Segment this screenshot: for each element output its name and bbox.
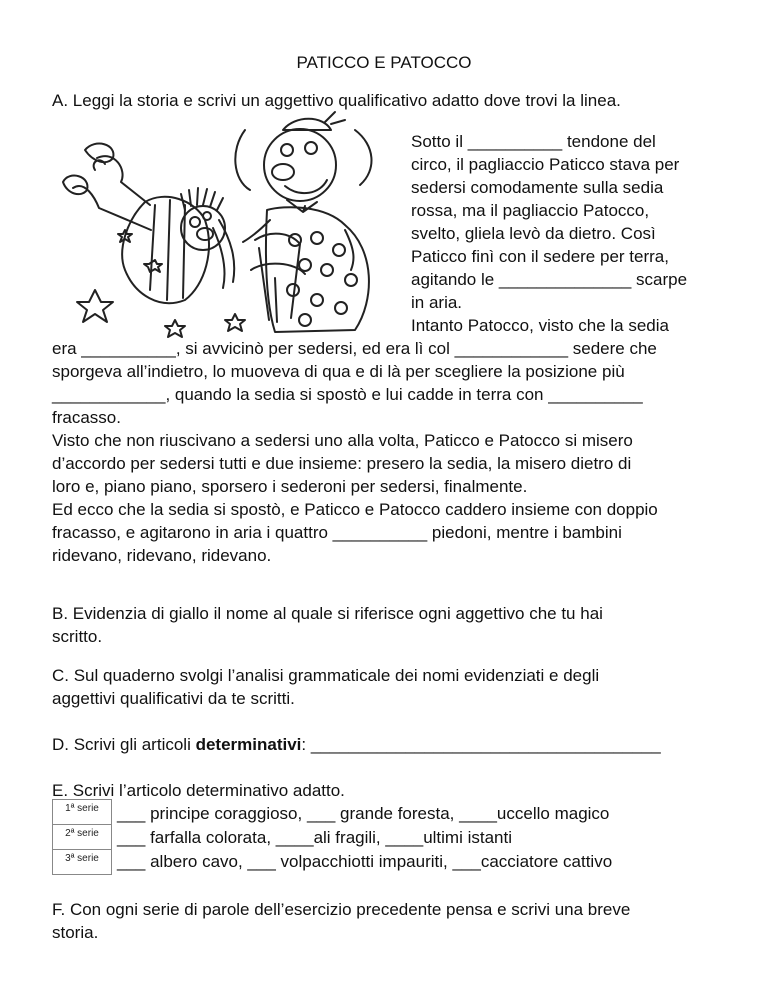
story-line: era __________, si avvicinò per sedersi, ed era lì col ____________ sedere che (52, 339, 657, 358)
section-b-line: scritto. (52, 627, 103, 646)
section-e-heading: E. Scrivi l’articolo determinativo adatto. (52, 781, 345, 800)
section-f-line: F. Con ogni serie di parole dell’esercizio precedente pensa e scrivi una breve (52, 900, 631, 919)
chair (251, 234, 305, 322)
story-line: ridevano, ridevano, ridevano. (52, 546, 272, 565)
story-line: Sotto il __________ tendone del (411, 132, 656, 151)
series-exercise-line[interactable]: ___ farfalla colorata, ____ali fragili, ____ultimi istanti (117, 828, 513, 847)
story-line: sporgeva all’indietro, lo muoveva di qua e di là per scegliere la posizione più (52, 362, 625, 381)
story-line: Visto che non riuscivano a sedersi uno alla volta, Paticco e Patocco si misero (52, 431, 633, 450)
story-line: agitando le ______________ scarpe (411, 270, 688, 289)
clowns-illustration (55, 110, 407, 338)
story-line: circo, il pagliaccio Paticco stava per (411, 155, 680, 174)
story-line: loro e, piano piano, sporsero i sederoni per sedersi, finalmente. (52, 477, 528, 496)
standing-clown-body (266, 207, 369, 332)
story-line: Paticco finì con il sedere per terra, (411, 247, 669, 266)
series-exercise-line[interactable]: ___ albero cavo, ___ volpacchiotti impauriti, ___cacciatore cattivo (117, 852, 613, 871)
story-line: Intanto Patocco, visto che la sedia (411, 316, 669, 335)
story-line: Ed ecco che la sedia si spostò, e Paticco e Patocco caddero insieme con doppio (52, 500, 658, 519)
falling-clown-body (122, 197, 209, 303)
story-line: rossa, ma il pagliaccio Patocco, (411, 201, 650, 220)
standing-clown-hair (235, 130, 371, 190)
series-label: 3ª serie (65, 853, 99, 864)
story-line: fracasso. (52, 408, 121, 427)
section-a-heading: A. Leggi la storia e scrivi un aggettivo qualificativo adatto dove trovi la linea. (52, 91, 621, 110)
hat (283, 119, 331, 130)
section-d-answer-line[interactable]: : _____________________________________ (301, 735, 661, 754)
story-line: fracasso, e agitarono in aria i quattro __________ piedoni, mentre i bambini (52, 523, 622, 542)
section-d-prefix: D. Scrivi gli articoli (52, 735, 196, 754)
story-line: ____________, quando la sedia si spostò e lui cadde in terra con __________ (52, 385, 643, 404)
section-c-line: aggettivi qualificativi da te scritti. (52, 689, 295, 708)
section-d-line (52, 733, 661, 756)
series-label: 2ª serie (53, 825, 111, 850)
section-c-line: C. Sul quaderno svolgi l’analisi grammaticale dei nomi evidenziati e degli (52, 666, 600, 685)
series-label-table (52, 799, 112, 875)
section-d-bold-word: determinativi (195, 735, 302, 754)
page-title: PATICCO E PATOCCO (296, 53, 472, 72)
standing-clown-head (264, 129, 336, 201)
series-label: 1ª serie (53, 800, 111, 825)
story-line: sedersi comodamente sulla sedia (411, 178, 664, 197)
section-f-line: storia. (52, 923, 99, 942)
section-b-line: B. Evidenzia di giallo il nome al quale si riferisce ogni aggettivo che tu hai (52, 604, 603, 623)
story-line: d’accordo per sedersi tutti e due insieme: presero la sedia, la misero dietro di (52, 454, 632, 473)
series-exercise-line[interactable]: ___ principe coraggioso, ___ grande foresta, ____uccello magico (117, 804, 610, 823)
story-line: svelto, gliela levò da dietro. Così (411, 224, 656, 243)
story-line: in aria. (411, 293, 463, 312)
